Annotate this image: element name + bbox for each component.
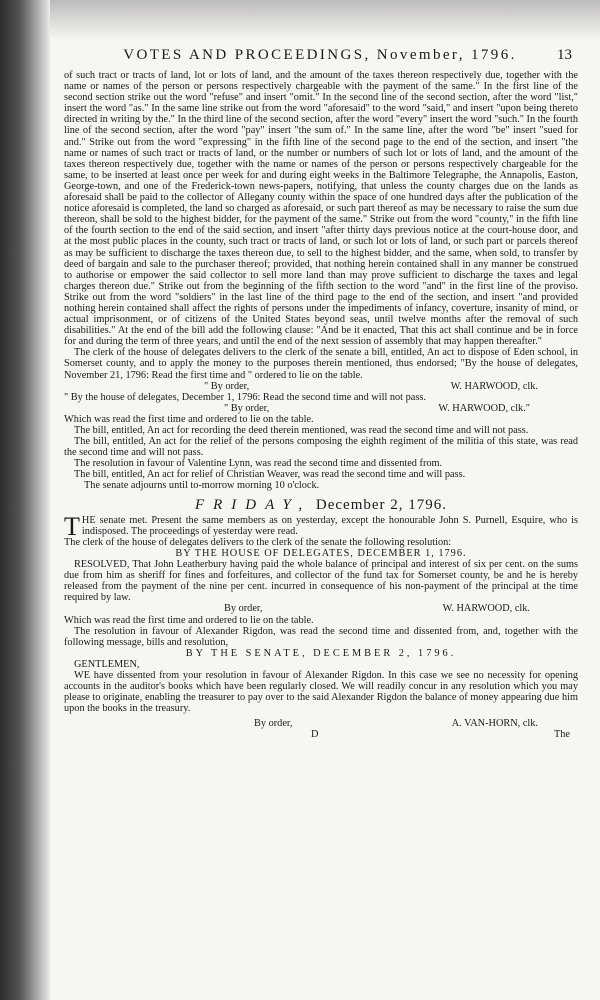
proceeding-line: The bill, entitled, An act for the relief of the persons composing the eighth regiment of the militia of this state, was read the second time and will not pass. xyxy=(64,436,578,459)
scan-top-shadow xyxy=(0,0,600,40)
binding-shadow xyxy=(0,0,50,1000)
proceeding-line: Which was read the first time and ordered to lie on the table. xyxy=(64,614,314,626)
signature-line xyxy=(64,718,578,729)
day-date: December 2, 1796. xyxy=(315,496,448,513)
proceeding-line: Which was read the first time and ordered to lie on the table. xyxy=(64,413,314,425)
amendments-paragraph: of such tract or tracts of land, lot or lots of land, and the amount of the taxes thereon respectively due, together with the name or names of the person or persons respectively chargeable with the payment of the same." In the first line of the second section strike out the word "refuse" and insert "omit." In the second line of the second section, after the word "list," insert the word "as." In the same line strike out from the word "aforesaid" to the word "said," and insert "upon being thereto directed in writing by the." In the third line of the second section, after the word "every" insert the word "such." In the fourth line of the second section, after the word "pay" insert "the sum of." In the same line, after the word "be" insert "sued for and." Strike out from the word "expressing" in the fifth line of the second page to the end of the section, and insert "the name or names of such tract or tracts of land, or the number or numbers of such lot or lots of land, and the amount of the taxes thereon respectively due, together with the name or names of the person or persons respectively chargeable for the same, to be inserted at least once per week for and during eight weeks in the Baltimore Telegraphe, the Annapolis, Easton, George-town, and one of the Frederick-town news-papers, notifying, that unless the county charges due on the lands as aforesaid shall be paid to the collector of Allegany county within the space of one hundred days after the publication of the notice aforesaid is completed, the land so charged as aforesaid, or such part thereof as may be necessary to raise the sum due thereon, shall be sold to the highest bidder, for the payment of the same." Strike out from the word "county," in the fifth line of the fourth section to the end of the said section, and insert "after thirty days previous notice at the court-house door, and at the most public places in the county, such tract or tracts of land, or such lot or lots of land, or such part or parcels thereof as may be sufficient to discharge the taxes thereon due, to sell to the highest bidder, and the same, when sold, to transfer by deed of bargain and sale to the purchaser thereof; provided, that nothing herein contained shall in any manner be construed to authorise or empower the said collector to sell more land than may prove sufficient to discharge the taxes and legal charges thereon due." Strike out from the beginning of the fifth section to the word "and" in the first line of the proviso. Strike out from the word "soldiers" in the last line of the third page to the end of the section, and insert "and provided nothing herein contained shall affect the rights of persons under the impediments of infancy, coverture, insanity of mind, or actual imprisonment, or of citizens of the United States beyond seas, until twelve months after the removal of such disabilities." At the end of the bill add the following clause: "And be it enacted, That this act shall continue and be in force for and during the term of three years, and until the end of the next session of assembly that may happen thereafter." xyxy=(64,70,578,348)
day-heading xyxy=(64,496,578,513)
proceeding-line: The resolution in favour of Valentine Lynn, was read the second time and dissented from. xyxy=(74,458,443,470)
by-order-label: " By order, xyxy=(224,402,270,414)
page-number: 13 xyxy=(557,47,572,63)
signature-mark: D xyxy=(311,729,319,741)
eden-school-paragraph: The clerk of the house of delegates delivers to the clerk of the senate a bill, entitled, An act to dispose of Eden school, in Somerset county, and to apply the money to the purposes therein mentioned, thus endorsed; "By the house of delegates, November 21, 1796: Read the first time and " ordered to lie on the table. xyxy=(64,347,578,381)
clerk-name: A. VAN-HORN, clk. xyxy=(451,718,538,730)
house-heading: BY THE HOUSE OF DELEGATES, DECEMBER 1, 1796. xyxy=(175,547,467,559)
proceeding-line: The bill, entitled, An act for relief of Christian Weaver, was read the second time and will pass. xyxy=(74,469,466,481)
header-title: VOTES AND PROCEEDINGS, November, 1796. xyxy=(123,47,517,63)
clerk-name: W. HARWOOD, clk. xyxy=(442,603,530,615)
by-order-label: By order, xyxy=(224,603,263,615)
day-name: FRIDAY, xyxy=(194,496,312,513)
drop-cap: T xyxy=(64,511,80,541)
opening-text: HE senate met. Present the same members as on yesterday, except the honourable John S. Purnell, Esquire, who is indisposed. The proceedings of yesterday were read. xyxy=(81,514,578,537)
endorsement-line: " By the house of delegates, December 1, 1796: Read the second time and will not pass. xyxy=(64,391,426,403)
by-order-label: By order, xyxy=(254,718,293,730)
order-line-3 xyxy=(64,603,578,614)
senate-heading: BY THE SENATE, DECEMBER 2, 1796. xyxy=(185,647,457,659)
clerk-delivers-line: The clerk of the house of delegates delivers to the clerk of the senate the following resolution: xyxy=(64,536,452,548)
clerk-name: W. HARWOOD, clk. xyxy=(450,380,538,392)
adjournment-line: The senate adjourns until to-morrow morning 10 o'clock. xyxy=(84,480,320,492)
resolved-paragraph: RESOLVED, That John Leatherbury having paid the whole balance of principal and interest of six per cent. on the sums due from him as sheriff for fines and forfeitures, and collector of the fund tax for Somerset county, be and he is hereby released from the payment of the nine per cent. incurred in consequence of his non-payment of the principal at the time required by law. xyxy=(64,559,578,604)
page-body xyxy=(64,70,578,743)
order-line-1 xyxy=(64,381,578,392)
message-paragraph: WE have dissented from your resolution in favour of Alexander Rigdon. In this case we see no necessity for opening accounts in the auditor's books which have been regularly closed. We will readily concur in any resolution which you may please to originate, enabling the treasurer to pay over to the said Alexander Rigdon the balance of money appearing due him upon the books in the treasury. xyxy=(64,669,578,715)
clerk-name: W. HARWOOD, clk." xyxy=(438,402,530,414)
catchword: The xyxy=(553,729,570,741)
order-line-2 xyxy=(64,403,578,414)
running-header xyxy=(62,47,578,70)
rigdon-resolution-line: The resolution in favour of Alexander Rigdon, was read the second time and dissented from, and, together with the following message, bills and resolution, xyxy=(64,625,578,648)
by-order-label: " By order, xyxy=(204,380,250,392)
page-footer xyxy=(64,729,578,743)
senate-met-paragraph xyxy=(64,511,578,541)
salutation: GENTLEMEN, xyxy=(74,658,140,670)
proceeding-line: The bill, entitled, An act for recording the deed therein mentioned, was read the second time and will not pass. xyxy=(74,425,529,436)
